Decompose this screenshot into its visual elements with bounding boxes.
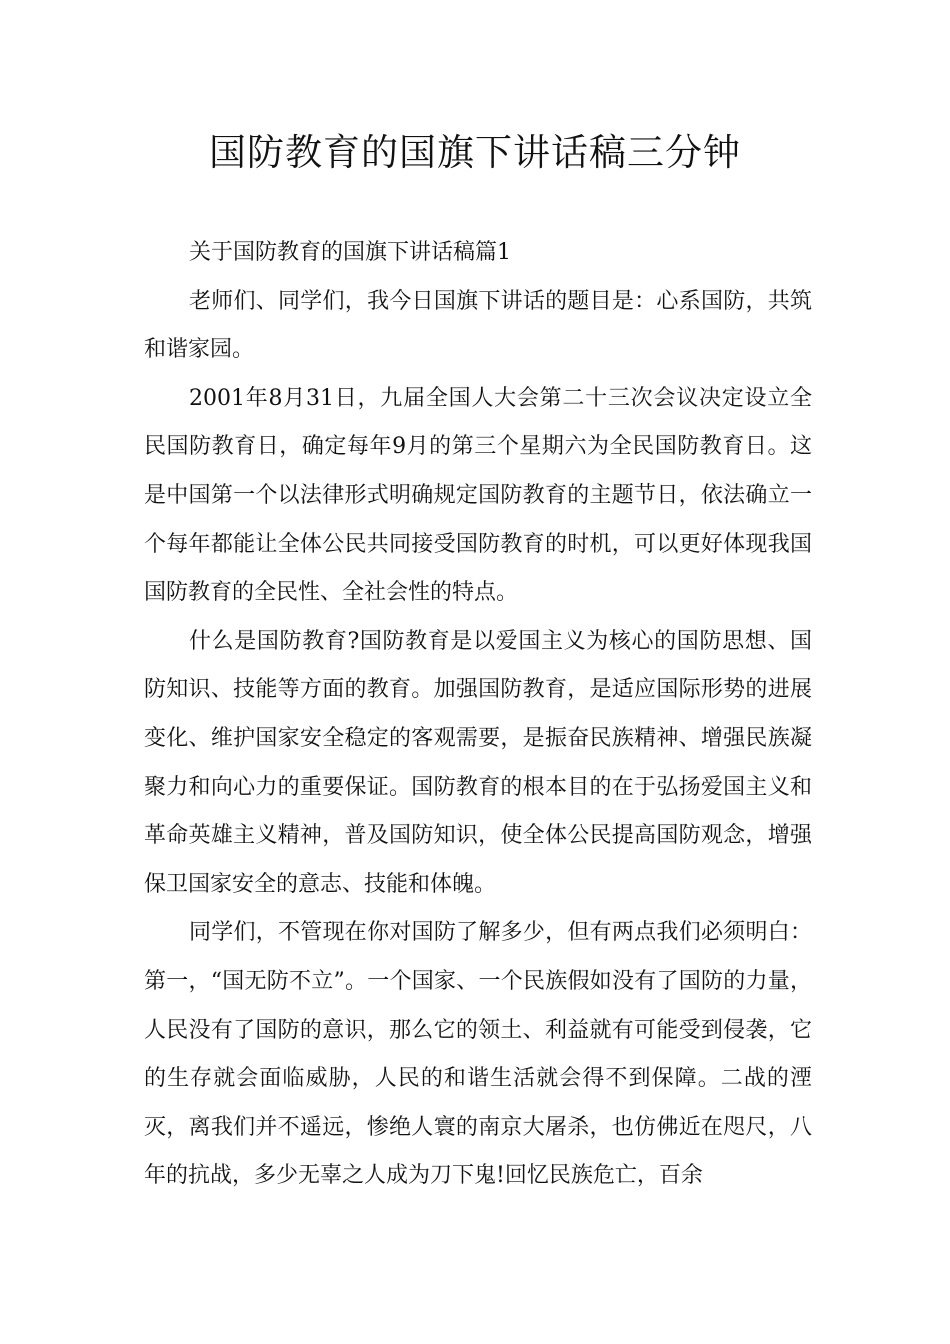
paragraph-two-points: 同学们，不管现在你对国防了解多少，但有两点我们必须明白：第一，“国无防不立”。一个国家、一个民族假如没有了国防的力量，人民没有了国防的意识，那么它的领土、利益就有可能受到侵袭，它的生存就会面临威胁，人民的和谐生活就会得不到保障。二战的湮灭，离我们并不遥远，惨绝人寰的南京大屠杀，也仿佛近在咫尺，八年的抗战，多少无辜之人成为刀下鬼!回忆民族危亡，百余 [144,920,812,1189]
document-title: 国防教育的国旗下讲话稿三分钟 [209,131,741,174]
paragraph-greeting: 老师们、同学们，我今日国旗下讲话的题目是：心系国防，共筑和谐家园。 [144,288,812,363]
section-heading: 关于国防教育的国旗下讲话稿篇1 [189,240,511,265]
paragraph-what-is-defense-education: 什么是国防教育?国防教育是以爱国主义为核心的国防思想、国防知识、技能等方面的教育。加强国防教育，是适应国际形势的进展变化、维护国家安全稳定的客观需要，是振奋民族精神、增强民族凝聚力和向心力的重要保证。国防教育的根本目的在于弘扬爱国主义和革命英雄主义精神，普及国防知识，使全体公民提高国防观念，增强保卫国家安全的意志、技能和体魄。 [144,628,812,897]
document-body [144,229,812,1201]
paragraph-defense-day: 2001年8月31日，九届全国人大会第二十三次会议决定设立全民国防教育日，确定每年9月的第三个星期六为全民国防教育日。这是中国第一个以法律形式明确规定国防教育的主题节日，依法确立一个每年都能让全体公民共同接受国防教育的时机，可以更好体现我国国防教育的全民性、全社会性的特点。 [144,385,812,606]
